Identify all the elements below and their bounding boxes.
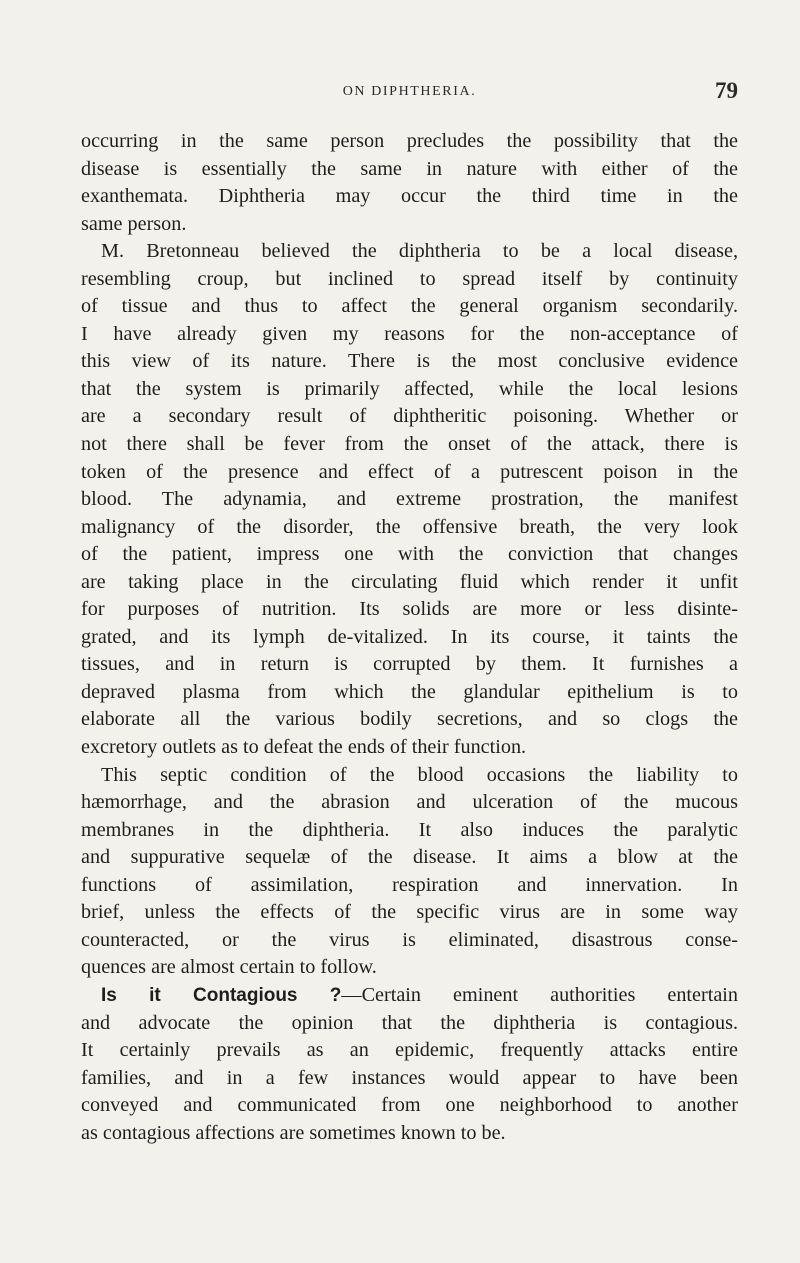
text-line: counteracted, or the virus is eliminated, disastrous conse-: [81, 928, 738, 951]
text-line: are a secondary result of diphtheritic poisoning. Whether or: [81, 405, 738, 428]
text-line: this view of its nature. There is the most conclusive evidence: [81, 350, 738, 373]
text-line: are taking place in the circulating fluid which render it unfit: [81, 570, 738, 593]
text-line: M. Bretonneau believed the diphtheria to be a local disease,: [101, 240, 738, 263]
text-line: malignancy of the disorder, the offensive breath, the very look: [81, 515, 738, 538]
text-line: grated, and its lymph de-vitalized. In its course, it taints the: [81, 625, 738, 648]
text-line: that the system is primarily affected, while the local lesions: [81, 377, 738, 400]
text-line: and advocate the opinion that the diphtheria is contagious.: [81, 1011, 738, 1034]
paragraph-4: [81, 982, 738, 1147]
text-line: tissues, and in return is corrupted by them. It furnishes a: [81, 653, 738, 676]
text-line: functions of assimilation, respiration and innervation. In: [81, 873, 738, 896]
paragraph-3: [81, 762, 738, 982]
text-line: quences are almost certain to follow.: [81, 956, 377, 979]
text-line: depraved plasma from which the glandular epithelium is to: [81, 680, 738, 703]
text-line: hæmorrhage, and the abrasion and ulceration of the mucous: [81, 791, 738, 814]
text-line: and suppurative sequelæ of the disease. It aims a blow at the: [81, 846, 738, 869]
section-lead: Is it Contagious ?: [101, 984, 342, 1006]
text-line: for purposes of nutrition. Its solids are more or less disinte-: [81, 598, 738, 621]
running-title: ON DIPHTHERIA.: [342, 84, 477, 99]
text-line: blood. The adynamia, and extreme prostration, the manifest: [81, 488, 738, 511]
text-line: exanthemata. Diphtheria may occur the third time in the: [81, 185, 738, 208]
text-line: resembling croup, but inclined to spread itself by continuity: [81, 267, 738, 290]
text-line: brief, unless the effects of the specific virus are in some way: [81, 901, 738, 924]
text-run: —Certain eminent authorities entertain: [341, 983, 738, 1006]
body-text: [81, 128, 738, 1147]
page-number: 79: [715, 78, 738, 103]
text-line: same person.: [81, 212, 187, 235]
text-line: It certainly prevails as an epidemic, frequently attacks entire: [81, 1039, 738, 1062]
text-line: of the patient, impress one with the conviction that changes: [81, 543, 738, 566]
text-line: elaborate all the various bodily secretions, and so clogs the: [81, 708, 738, 731]
text-line: not there shall be fever from the onset of the attack, there is: [81, 433, 738, 456]
text-line: disease is essentially the same in nature with either of the: [81, 157, 738, 180]
text-line: as contagious affections are sometimes known to be.: [81, 1121, 506, 1144]
text-line: excretory outlets as to defeat the ends of their function.: [81, 736, 527, 759]
text-line: conveyed and communicated from one neighborhood to another: [81, 1094, 738, 1117]
text-line: token of the presence and effect of a putrescent poison in the: [81, 460, 738, 483]
text-line: families, and in a few instances would appear to have been: [81, 1066, 738, 1089]
text-line: occurring in the same person precludes the possibility that the: [81, 130, 738, 152]
text-line: membranes in the diphtheria. It also induces the paralytic: [81, 818, 738, 841]
text-line: [81, 982, 738, 1010]
text-line: of tissue and thus to affect the general organism secondarily.: [81, 295, 738, 318]
text-line: I have already given my reasons for the non-acceptance of: [81, 322, 738, 345]
running-head: [81, 0, 738, 103]
paragraph-1: [81, 128, 738, 238]
paragraph-2: [81, 238, 738, 761]
text-line: This septic condition of the blood occasions the liability to: [101, 763, 738, 786]
